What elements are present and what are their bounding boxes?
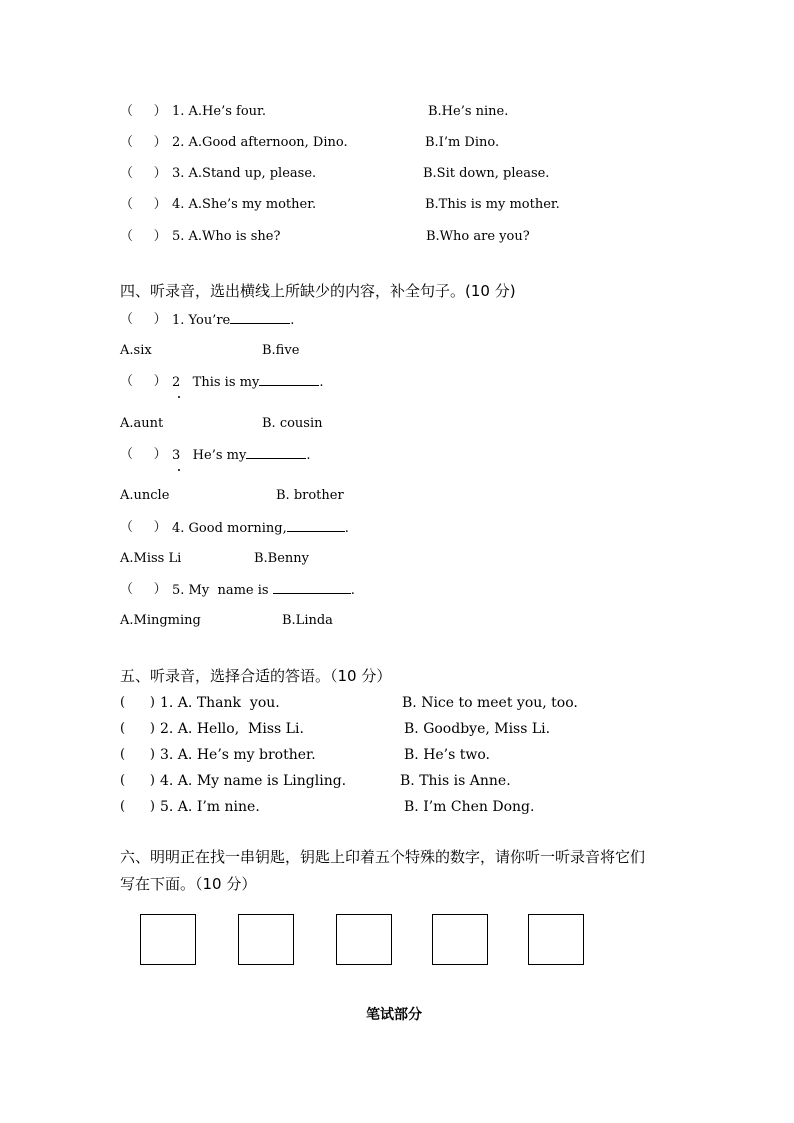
answer-box[interactable] (336, 914, 392, 965)
answer-bracket: ( ) (120, 721, 155, 736)
option-b: B. This is Anne. (400, 773, 511, 789)
option-a: 4. A.She’s my mother. (172, 197, 317, 212)
option-b: B.Sit down, please. (423, 166, 550, 181)
option-b: B.He’s nine. (428, 104, 509, 119)
option-a: A.six (120, 343, 152, 358)
option-a: 2. A.Good afternoon, Dino. (172, 135, 348, 150)
stray-dot (178, 396, 180, 398)
answer-bracket: （ ） (120, 520, 167, 535)
answer-bracket: ( ) (120, 773, 155, 788)
section6-heading-line1: 六、明明正在找一串钥匙，钥匙上印着五个特殊的数字，请你听一听录音将它们 (120, 848, 646, 866)
question-prompt: 1. You’re (172, 313, 231, 328)
option-b: B. I’m Chen Dong. (404, 799, 535, 815)
section4-heading: 四、听录音，选出横线上所缺少的内容，补全句子。(10 分) (120, 282, 516, 300)
answer-blank (230, 311, 290, 324)
question-text (172, 311, 294, 330)
question-end: . (350, 583, 355, 598)
option-b: B.This is my mother. (425, 197, 560, 212)
answer-blank (287, 519, 345, 532)
question-end: . (344, 521, 349, 536)
answer-box[interactable] (238, 914, 294, 965)
option-b: B. He’s two. (404, 747, 491, 763)
option-a: 1. A. Thank you. (160, 695, 280, 711)
option-a: 3. A.Stand up, please. (172, 166, 317, 181)
answer-bracket: （ ） (120, 312, 167, 327)
option-a: A.aunt (120, 416, 164, 431)
answer-bracket: （ ） (120, 197, 167, 212)
option-a: 2. A. Hello, Miss Li. (160, 721, 304, 737)
option-a: 5. A. I’m nine. (160, 799, 260, 815)
answer-bracket: ( ) (120, 799, 155, 814)
option-a: 1. A.He’s four. (172, 104, 266, 119)
question-text (172, 581, 355, 600)
answer-box[interactable] (432, 914, 488, 965)
answer-bracket: （ ） (120, 166, 167, 181)
option-a: A.Mingming (120, 613, 201, 628)
question-prompt: 4. Good morning, (172, 521, 287, 536)
section6-heading-line2: 写在下面。（10 分） (120, 875, 257, 893)
question-end: . (306, 448, 311, 463)
answer-bracket: （ ） (120, 135, 167, 150)
question-prompt: 5. My name is (172, 583, 273, 598)
option-b: B. Goodbye, Miss Li. (404, 721, 551, 737)
option-b: B.five (262, 343, 300, 358)
answer-box[interactable] (140, 914, 196, 965)
option-b: B.I’m Dino. (425, 135, 500, 150)
section5-heading: 五、听录音，选择合适的答语。（10 分） (120, 667, 392, 685)
question-text (172, 446, 310, 465)
option-a: A.Miss Li (120, 551, 182, 566)
answer-bracket: ( ) (120, 695, 155, 710)
answer-bracket: ( ) (120, 747, 155, 762)
answer-bracket: （ ） (120, 229, 167, 244)
question-prompt: 3 He’s my (172, 448, 247, 463)
answer-bracket: （ ） (120, 582, 167, 597)
answer-blank (259, 373, 319, 386)
question-text (172, 373, 323, 392)
option-a: 3. A. He’s my brother. (160, 747, 316, 763)
answer-blank (246, 446, 306, 459)
answer-bracket: （ ） (120, 104, 167, 119)
option-b: B.Linda (282, 613, 333, 628)
stray-dot (178, 469, 180, 471)
answer-box[interactable] (528, 914, 584, 965)
option-b: B.Who are you? (426, 229, 530, 244)
written-part-title: 笔试部分 (366, 1007, 422, 1023)
option-b: B. Nice to meet you, too. (402, 695, 578, 711)
question-text (172, 519, 349, 538)
option-b: B. brother (276, 488, 344, 503)
answer-bracket: （ ） (120, 447, 167, 462)
option-a: 4. A. My name is Lingling. (160, 773, 347, 789)
option-b: B.Benny (254, 551, 310, 566)
option-a: A.uncle (120, 488, 170, 503)
option-a: 5. A.Who is she? (172, 229, 281, 244)
question-end: . (290, 313, 295, 328)
answer-bracket: （ ） (120, 374, 167, 389)
option-b: B. cousin (262, 416, 323, 431)
question-prompt: 2 This is my (172, 375, 260, 390)
answer-blank (273, 581, 351, 594)
question-end: . (319, 375, 324, 390)
